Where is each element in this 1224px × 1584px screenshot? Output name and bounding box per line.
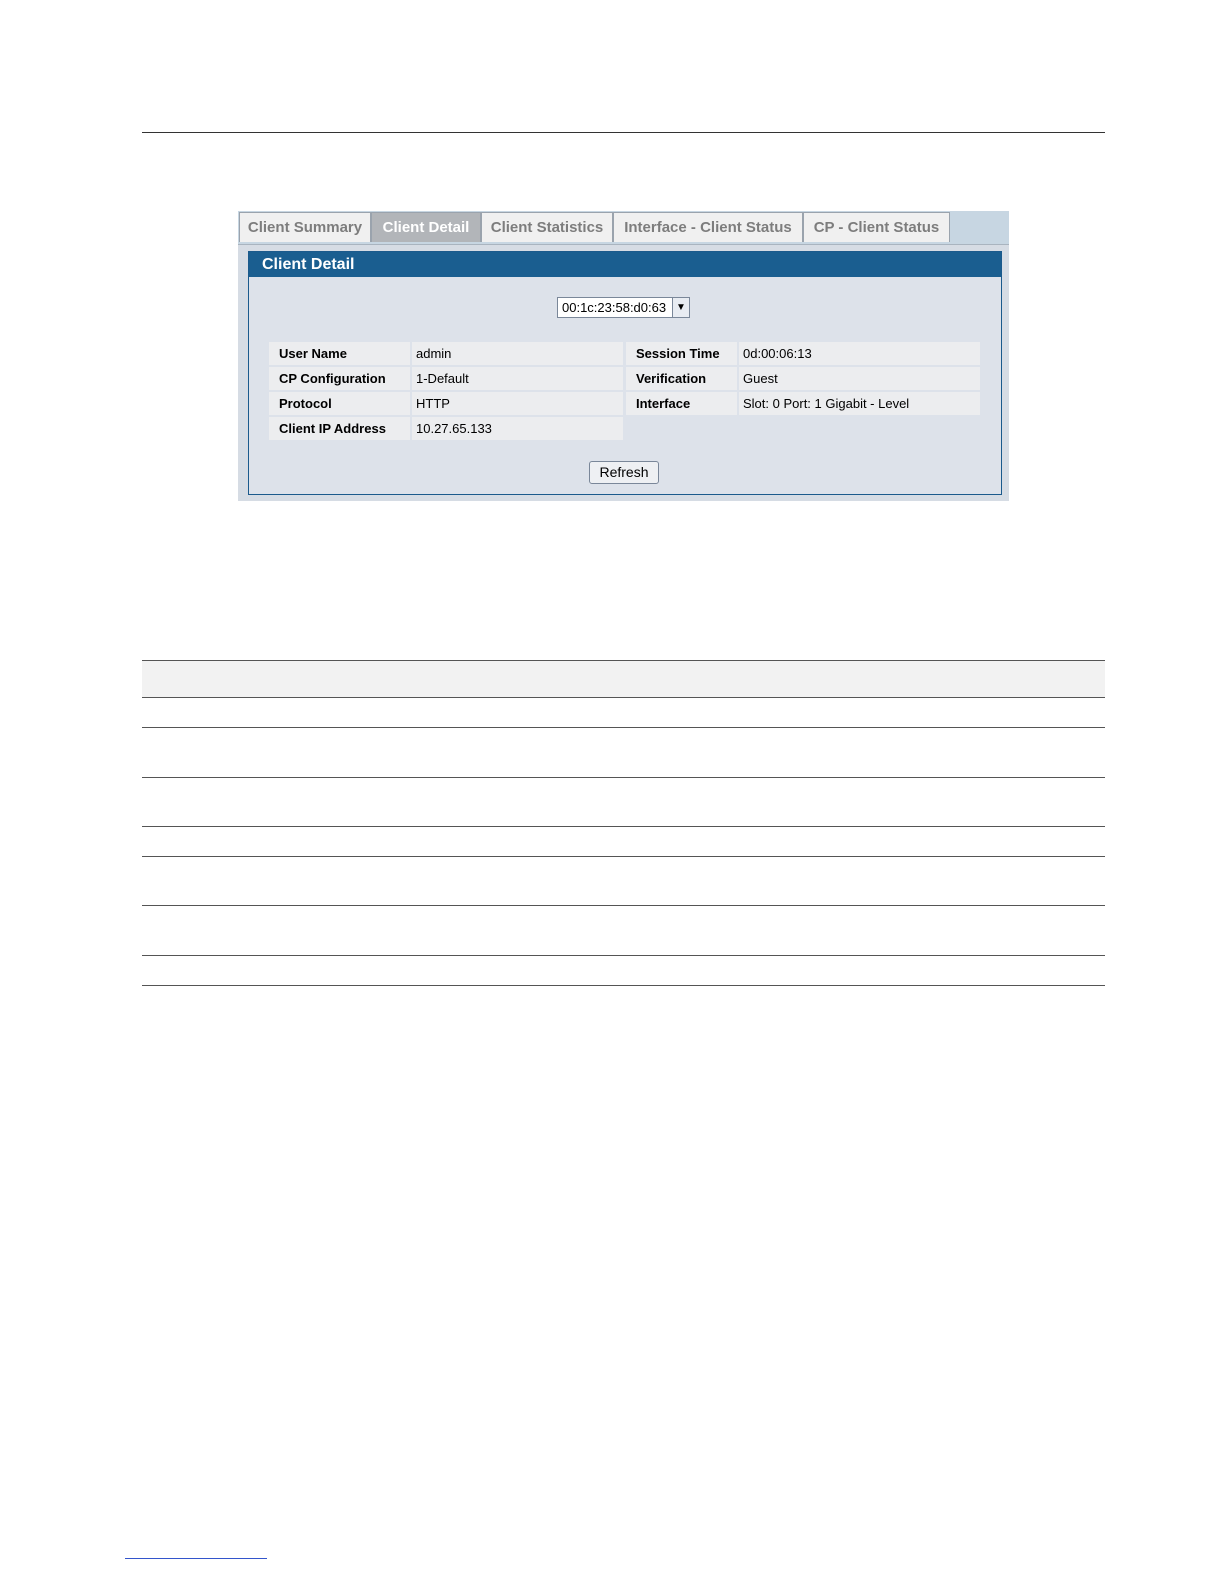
- client-mac-select[interactable]: [557, 297, 690, 318]
- tab-client-statistics[interactable]: Client Statistics: [481, 212, 613, 242]
- table-row-divider: [142, 727, 1105, 728]
- table-bottom-rule: [142, 985, 1105, 986]
- tab-client-detail[interactable]: Client Detail: [371, 212, 481, 242]
- protocol-value: HTTP: [412, 392, 623, 415]
- table-row-divider: [142, 826, 1105, 827]
- cp-configuration-label: CP Configuration: [269, 367, 410, 390]
- verification-label: Verification: [626, 367, 737, 390]
- session-time-value: 0d:00:06:13: [739, 342, 980, 365]
- table-row-divider: [142, 955, 1105, 956]
- table-row-divider: [142, 905, 1105, 906]
- tab-interface-client-status[interactable]: Interface - Client Status: [613, 212, 803, 242]
- interface-label: Interface: [626, 392, 737, 415]
- panel-title: Client Detail: [249, 252, 1001, 277]
- refresh-button[interactable]: Refresh: [589, 461, 659, 484]
- table-row-divider: [142, 856, 1105, 857]
- session-time-label: Session Time: [626, 342, 737, 365]
- cp-configuration-value: 1-Default: [412, 367, 623, 390]
- protocol-label: Protocol: [269, 392, 410, 415]
- user-name-value: admin: [412, 342, 623, 365]
- client-detail-panel: [248, 251, 1002, 495]
- client-ip-address-value: 10.27.65.133: [412, 417, 623, 440]
- table-header-row: [142, 660, 1105, 698]
- page-top-rule: [142, 132, 1105, 133]
- tab-client-summary[interactable]: Client Summary: [239, 212, 371, 242]
- interface-value: Slot: 0 Port: 1 Gigabit - Level: [739, 392, 980, 415]
- user-name-label: User Name: [269, 342, 410, 365]
- table-row-divider: [142, 777, 1105, 778]
- client-detail-screenshot: [238, 211, 1009, 501]
- tab-cp-client-status[interactable]: CP - Client Status: [803, 212, 950, 242]
- client-mac-value: 00:1c:23:58:d0:63: [562, 300, 667, 315]
- verification-value: Guest: [739, 367, 980, 390]
- client-ip-address-label: Client IP Address: [269, 417, 410, 440]
- footer-link-underline[interactable]: [125, 1558, 267, 1559]
- chevron-down-icon[interactable]: ▼: [672, 298, 689, 317]
- tab-bar: [238, 211, 1009, 245]
